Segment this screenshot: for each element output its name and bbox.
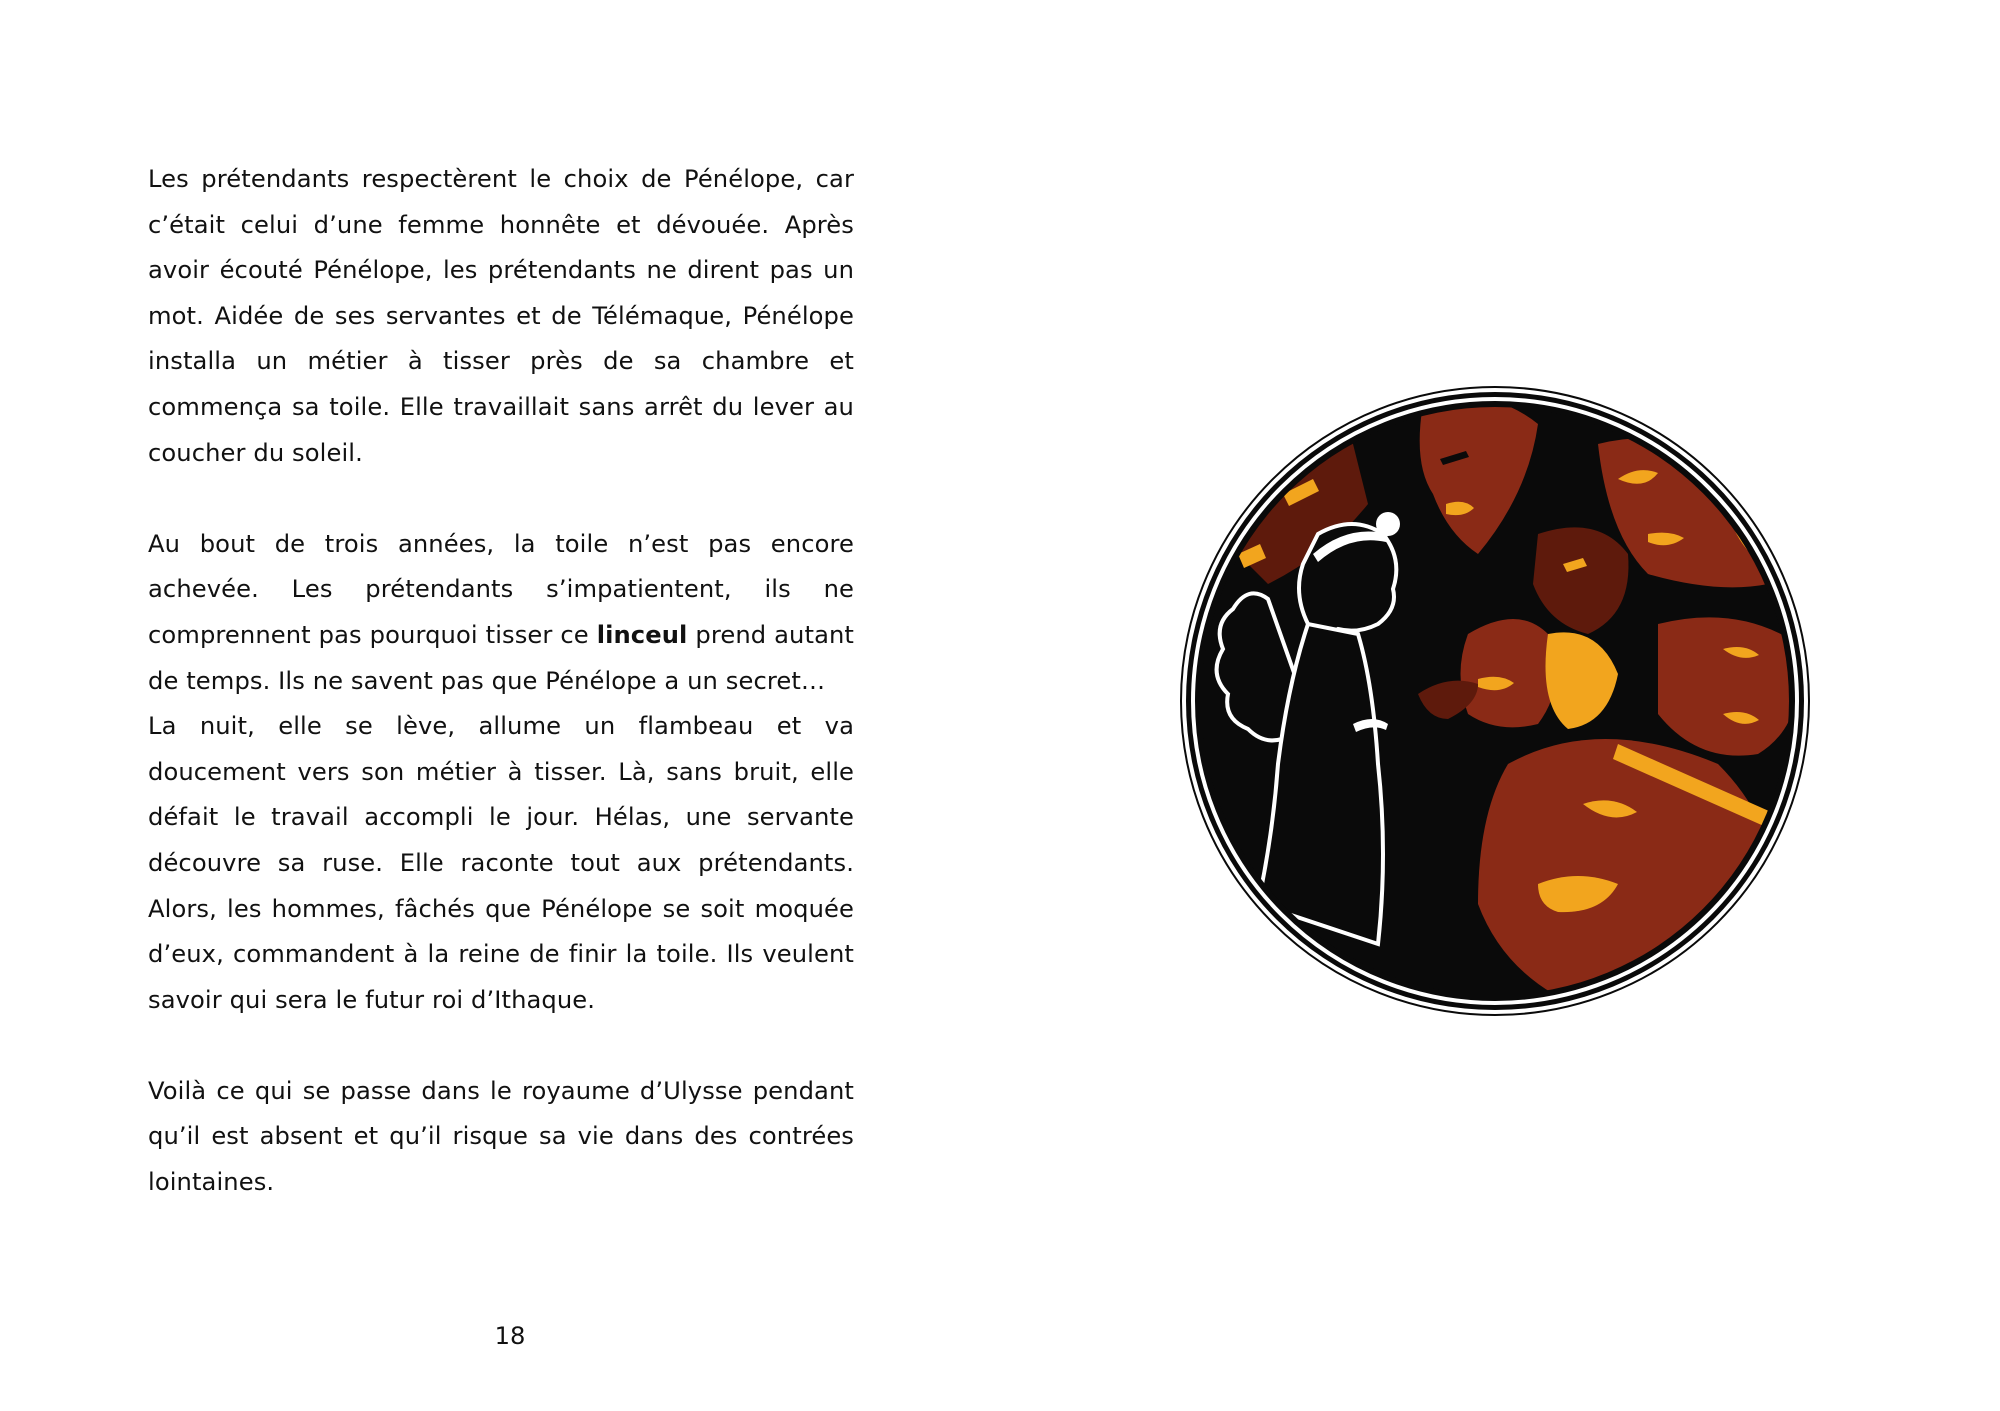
penelope-bun [1376, 512, 1400, 536]
illustration-svg [1178, 384, 1812, 1018]
paragraph-3: La nuit, elle se lève, allume un flambeau et va doucement vers son métier à tisser. Là, sans bruit, elle défait le travail accompli le jour. Hélas, une servante découvre sa ruse. Elle raconte tout aux prétendants. Alors, les hommes, fâchés que Pénélope se soit moquée d’eux, commandent à la reine de finir la toile. Ils veulent savoir qui sera le futur roi d’Ithaque. [148, 712, 854, 1014]
paragraph-2-start: Au bout de trois années, la toile n’est pas encore achevée. Les prétendants s’impatientent, ils ne comprennent pas pourquoi tisser ce [148, 529, 854, 649]
paragraph-1: Les prétendants respectèrent le choix de Pénélope, car c’était celui d’une femme honnête et dévouée. Après avoir écouté Pénélope, les prétendants ne dirent pas un mot. Aidée de ses servantes et de Télémaque, Pénélope installa un métier à tisser près de sa chambre et commença sa toile. Elle travaillait sans arrêt du lever au coucher du soleil. [148, 165, 854, 467]
penelope-suitors-illustration [1178, 384, 1812, 1018]
suitor-figure [1658, 617, 1800, 755]
story-text [148, 157, 854, 1206]
page-number: 18 [494, 1322, 526, 1350]
suitor-figure [1461, 619, 1557, 727]
paragraph-2 [148, 522, 854, 704]
glossary-word-linceul: linceul [596, 620, 688, 649]
paragraph-2-end: prend autant de temps. Ils ne savent pas que Pénélope a un secret… [148, 620, 855, 695]
paragraph-4: Voilà ce qui se passe dans le royaume d’Ulysse pendant qu’il est absent et qu’il risque sa vie dans des contrées lointaines. [148, 1076, 854, 1197]
